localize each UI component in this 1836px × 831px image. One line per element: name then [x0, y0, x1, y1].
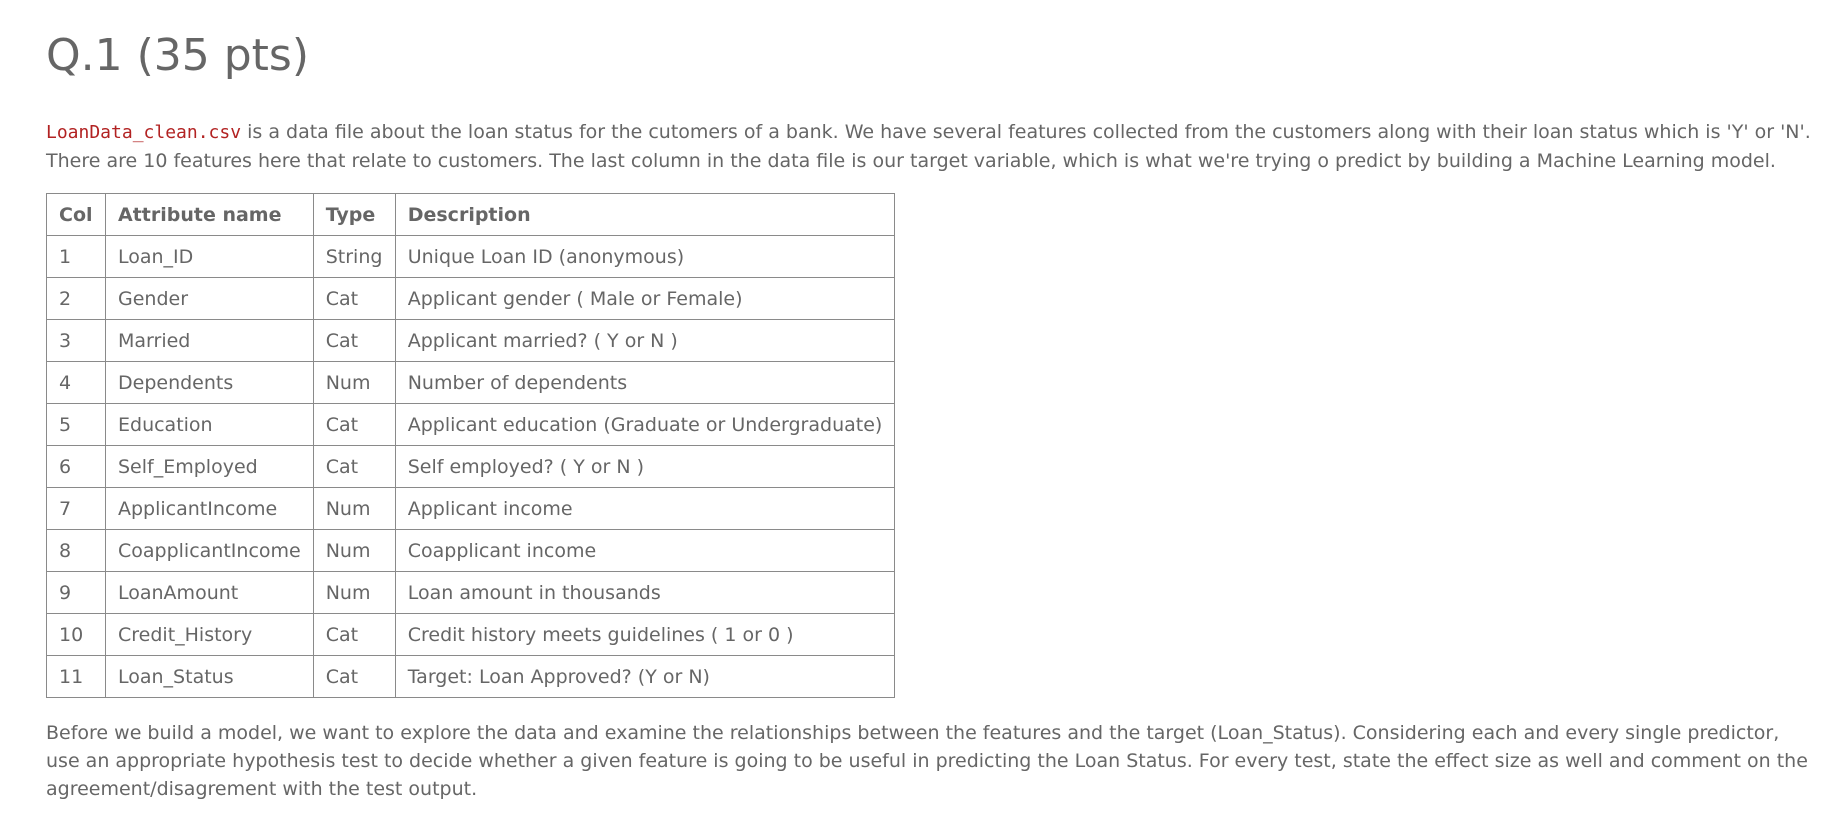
intro-text: is a data file about the loan status for the cutomers of a bank. We have several features collected from the customers along with their loan status which is 'Y' or 'N'. There are 10 features here that relate to customers. The last column in the data file is our target variable, which is what we're trying o predict by building a Machine Learning model. [46, 121, 1811, 172]
cell-type: Cat [313, 656, 395, 698]
cell-attribute-name: Married [106, 320, 314, 362]
cell-col: 7 [47, 488, 106, 530]
header-col: Col [47, 194, 106, 236]
cell-col: 1 [47, 236, 106, 278]
cell-type: String [313, 236, 395, 278]
cell-description: Target: Loan Approved? (Y or N) [395, 656, 895, 698]
header-attribute-name: Attribute name [106, 194, 314, 236]
cell-col: 11 [47, 656, 106, 698]
table-header-row [47, 194, 895, 236]
table-row [47, 530, 895, 572]
cell-col: 2 [47, 278, 106, 320]
cell-type: Cat [313, 614, 395, 656]
cell-description: Credit history meets guidelines ( 1 or 0 ) [395, 614, 895, 656]
cell-attribute-name: CoapplicantIncome [106, 530, 314, 572]
cell-attribute-name: Education [106, 404, 314, 446]
cell-type: Cat [313, 404, 395, 446]
table-row [47, 572, 895, 614]
cell-col: 8 [47, 530, 106, 572]
cell-description: Self employed? ( Y or N ) [395, 446, 895, 488]
outro-paragraph: Before we build a model, we want to explore the data and examine the relationships between the features and the target (Loan_Status). Considering each and every single predictor, use an appropriate hypothesis test to decide whether a given feature is going to be useful in predicting the Loan Status. For every test, state the effect size as well and comment on the agreement/disagrement with the test output. [46, 722, 1808, 800]
header-description: Description [395, 194, 895, 236]
cell-type: Num [313, 572, 395, 614]
cell-type: Num [313, 530, 395, 572]
table-row [47, 656, 895, 698]
cell-attribute-name: Self_Employed [106, 446, 314, 488]
table-row [47, 446, 895, 488]
cell-col: 4 [47, 362, 106, 404]
cell-type: Num [313, 488, 395, 530]
cell-col: 10 [47, 614, 106, 656]
cell-type: Cat [313, 278, 395, 320]
cell-description: Unique Loan ID (anonymous) [395, 236, 895, 278]
cell-col: 5 [47, 404, 106, 446]
cell-col: 6 [47, 446, 106, 488]
cell-description: Loan amount in thousands [395, 572, 895, 614]
cell-type: Cat [313, 320, 395, 362]
cell-description: Applicant married? ( Y or N ) [395, 320, 895, 362]
cell-attribute-name: Gender [106, 278, 314, 320]
header-type: Type [313, 194, 395, 236]
filename-code: LoanData_clean.csv [46, 122, 242, 143]
cell-type: Cat [313, 446, 395, 488]
table-row [47, 488, 895, 530]
table-row [47, 278, 895, 320]
cell-attribute-name: Loan_ID [106, 236, 314, 278]
cell-description: Applicant income [395, 488, 895, 530]
cell-attribute-name: LoanAmount [106, 572, 314, 614]
cell-description: Number of dependents [395, 362, 895, 404]
cell-type: Num [313, 362, 395, 404]
table-row [47, 320, 895, 362]
table-row [47, 614, 895, 656]
cell-description: Applicant education (Graduate or Undergraduate) [395, 404, 895, 446]
table-body [47, 236, 895, 698]
cell-attribute-name: Dependents [106, 362, 314, 404]
cell-col: 3 [47, 320, 106, 362]
cell-attribute-name: Credit_History [106, 614, 314, 656]
intro-paragraph [46, 118, 1836, 175]
table-row [47, 362, 895, 404]
table-row [47, 404, 895, 446]
table-row [47, 236, 895, 278]
cell-description: Applicant gender ( Male or Female) [395, 278, 895, 320]
cell-attribute-name: ApplicantIncome [106, 488, 314, 530]
cell-attribute-name: Loan_Status [106, 656, 314, 698]
question-title: Q.1 (35 pts) [46, 30, 310, 81]
cell-description: Coapplicant income [395, 530, 895, 572]
cell-col: 9 [47, 572, 106, 614]
attribute-table [46, 193, 895, 698]
